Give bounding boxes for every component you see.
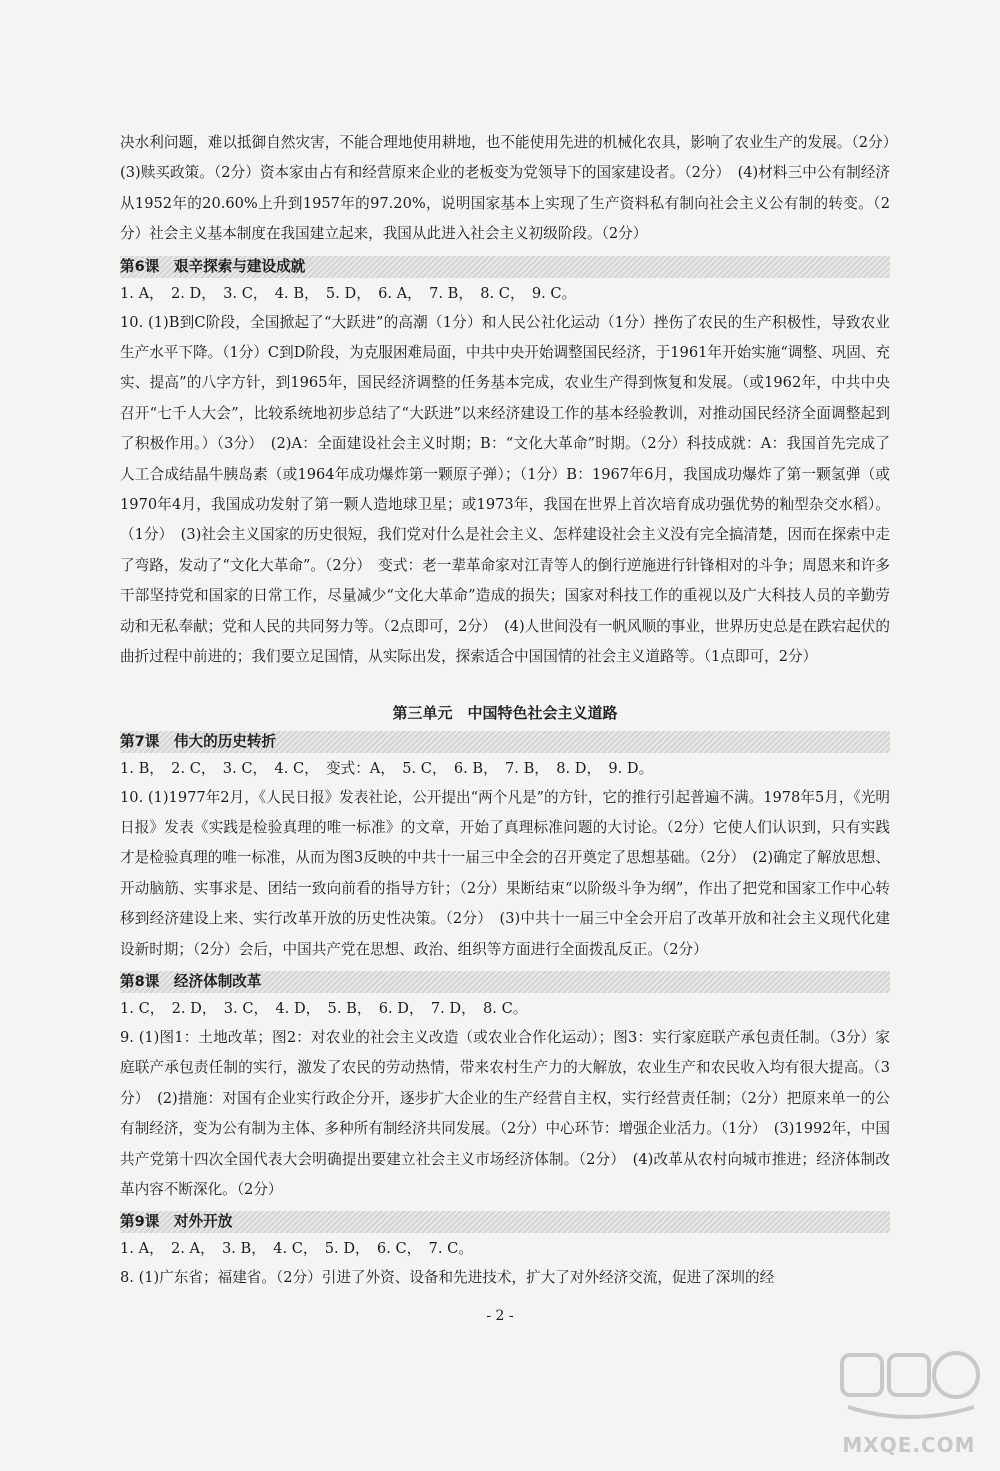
watermark-badge-icon — [834, 1345, 984, 1431]
page-number: - 2 - — [486, 1308, 514, 1324]
lesson-6-title: 第6课 艰辛探索与建设成就 — [120, 257, 306, 275]
lesson-9-q8: 8. (1)广东省；福建省。（2分）引进了外资、设备和先进技术，扩大了对外经济交流，促进了深圳的经 — [120, 1269, 775, 1287]
watermark-text: MXQE.COM — [842, 1433, 976, 1457]
lesson-8-header — [120, 971, 890, 993]
watermark-logo — [834, 1345, 984, 1457]
lesson-9-answers: 1. A， 2. A， 3. B， 4. C， 5. D， 6. C， 7. C。 — [120, 1240, 473, 1258]
lesson-9-header — [120, 1211, 890, 1233]
lesson-6-q10: 10. (1)B到C阶段，全国掀起了“大跃进”的高潮（1分）和人民公社化运动（1分）挫伤了农民的生产积极性，导致农业生产水平下降。（1分）C到D阶段，为克服困难局面，中共中央开始调整国民经济，于1961年开始实施“调整、巩固、充实、提高”的八字方针，到1965年，国民经济调整的任务基本完成，农业生产得到恢复和发展。（或1962年，中共中央召开“七千人大会”，比较系统地初步总结了“大跃进”以来经济建设工作的基本经验教训，对推动国民经济全面调整起到了积极作用。）（3分） (2)A：全面建设社会主义时期；B：“文化大革命”时期。（2分）科技成就：A：我国首先完成了人工合成结晶牛胰岛素（或1964年成功爆炸第一颗原子弹）；（1分）B：1967年6月，我国成功爆炸了第一颗氢弹（或1970年4月，我国成功发射了第一颗人造地球卫星；或1973年，我国在世界上首次培育成功强优势的籼型杂交水稻）。（1分） (3)社会主义国家的历史很短，我们党对什么是社会主义、怎样建设社会主义没有完全搞清楚，因而在探索中走了弯路，发动了“文化大革命”。（2分） 变式：老一辈革命家对江青等人的倒行逆施进行针锋相对的斗争；周恩来和许多干部坚持党和国家的日常工作，尽量减少“文化大革命”造成的损失；国家对科技工作的重视以及广大科技人员的辛勤劳动和无私奉献；党和人民的共同努力等。（2点即可，2分） (4)人世间没有一帆风顺的事业，世界历史总是在跌宕起伏的曲折过程中前进的；我们要立足国情，从实际出发，探索适合中国国情的社会主义道路等。（1点即可，2分） — [120, 313, 890, 666]
lesson-7-header — [120, 731, 890, 753]
lesson-6-answers: 1. A， 2. D， 3. C， 4. B， 5. D， 6. A， 7. B， 8. C， 9. C。 — [120, 284, 577, 302]
intro-paragraph: 决水利问题，难以抵御自然灾害，不能合理地使用耕地，也不能使用先进的机械化农具，影响了农业生产的发展。（2分） (3)赎买政策。（2分）资本家由占有和经营原来企业的老板变为党领导下的国家建设者。（2分） (4)材料三中公有制经济从1952年的20.60%上升到1957年的97.20%，说明国家基本上实现了生产资料私有制向社会主义公有制的转变。（2分）社会主义基本制度在我国建立起来，我国从此进入社会主义初级阶段。（2分） — [120, 134, 905, 243]
lesson-7-q10: 10. (1)1977年2月，《人民日报》发表社论，公开提出“两个凡是”的方针，它的推行引起普遍不满。1978年5月，《光明日报》发表《实践是检验真理的唯一标准》的文章，开始了真理标准问题的大讨论。（2分）它使人们认识到，只有实践才是检验真理的唯一标准，从而为图3反映的中共十一届三中全会的召开奠定了思想基础。（2分） (2)确定了解放思想、开动脑筋、实事求是、团结一致向前看的指导方针；（2分）果断结束“以阶级斗争为纲”，作出了把党和国家工作中心转移到经济建设上来、实行改革开放的历史性决策。（2分） (3)中共十一届三中全会开启了改革开放和社会主义现代化建设新时期；（2分）会后，中国共产党在思想、政治、组织等方面进行全面拨乱反正。（2分） — [120, 788, 890, 958]
lesson-8-answers: 1. C， 2. D， 3. C， 4. D， 5. B， 6. D， 7. D， 8. C。 — [120, 999, 528, 1017]
lesson-9-title: 第9课 对外开放 — [120, 1213, 233, 1231]
unit-3-title: 第三单元 中国特色社会主义道路 — [392, 703, 618, 722]
lesson-6-header — [120, 256, 890, 278]
lesson-8-q9: 9. (1)图1：土地改革；图2：对农业的社会主义改造（或农业合作化运动）；图3：实行家庭联产承包责任制。（3分）家庭联产承包责任制的实行，激发了农民的劳动热情，带来农村生产力的大解放，农业生产和农民收入均有很大提高。（3分） (2)措施：对国有企业实行政企分开，逐步扩大企业的生产经营自主权，实行经营责任制；（2分）把原来单一的公有制经济，变为公有制为主体、多种所有制经济共同发展。（2分）中心环节：增强企业活力。（1分） (3)1992年，中国共产党第十四次全国代表大会明确提出要建立社会主义市场经济体制。（2分） (4)改革从农村向城市推进；经济体制改革内容不断深化。（2分） — [120, 1028, 890, 1198]
answer-page — [120, 128, 905, 1294]
lesson-8-title: 第8课 经济体制改革 — [120, 972, 262, 990]
lesson-7-title: 第7课 伟大的历史转折 — [120, 732, 277, 750]
lesson-7-answers: 1. B， 2. C， 3. C， 4. C， 变式：A， 5. C， 6. B， 7. B， 8. D， 9. D。 — [120, 759, 654, 777]
